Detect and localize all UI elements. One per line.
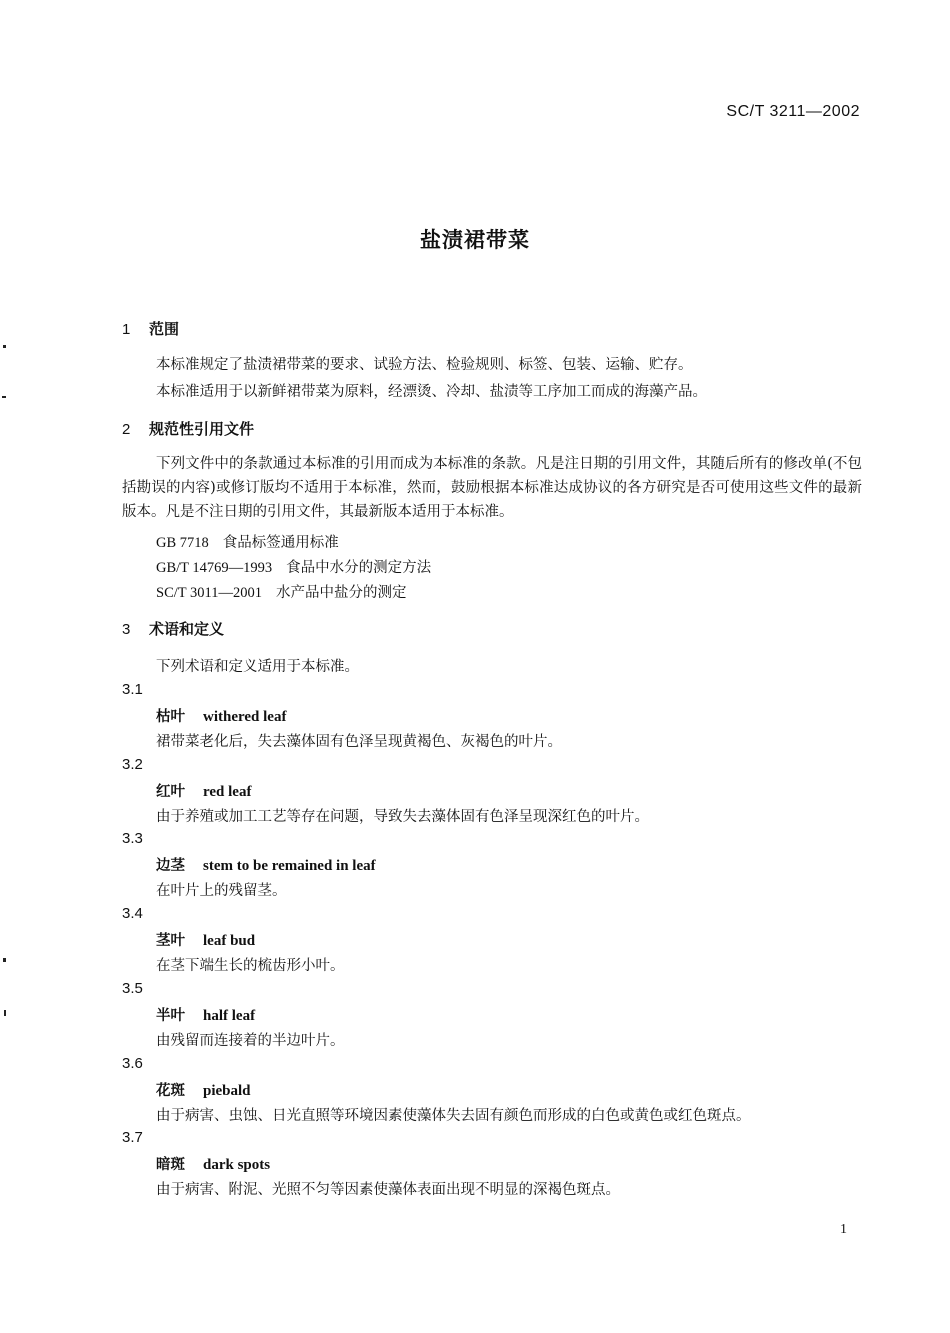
- reference-item: [156, 556, 431, 577]
- term-heading: [156, 1004, 255, 1025]
- term-number: 3.6: [122, 1055, 143, 1072]
- section-1-heading: [122, 318, 179, 339]
- section-number: 3: [122, 621, 131, 638]
- term-zh: 枯叶: [156, 709, 185, 725]
- term-zh: 边茎: [156, 858, 185, 874]
- term-zh: 花斑: [156, 1083, 185, 1099]
- reference-title: 食品中水分的测定方法: [286, 560, 432, 576]
- section-title: 术语和定义: [149, 620, 225, 638]
- term-zh: 茎叶: [156, 933, 185, 949]
- term-zh: 暗斑: [156, 1157, 185, 1173]
- page-title: 盐渍裙带菜: [420, 228, 530, 252]
- term-en: withered leaf: [203, 709, 287, 725]
- term-number: 3.5: [122, 980, 143, 997]
- term-heading: [156, 1153, 270, 1174]
- reference-item: [156, 581, 406, 602]
- section-1-line: 本标准适用于以新鲜裙带菜为原料，经漂烫、冷却、盐渍等工序加工而成的海藻产品。: [156, 384, 707, 400]
- reference-title: 食品标签通用标准: [222, 535, 339, 551]
- term-heading: [156, 705, 286, 726]
- section-1-line: 本标准规定了盐渍裙带菜的要求、试验方法、检验规则、标签、包装、运输、贮存。: [156, 357, 693, 373]
- section-2-heading: [122, 418, 254, 439]
- term-heading: [156, 929, 255, 950]
- reference-item: [156, 531, 339, 552]
- section-2-paragraph: 下列文件中的条款通过本标准的引用而成为本标准的条款。凡是注日期的引用文件，其随后所有的修改单(不包括勘误的内容)或修订版均不适用于本标准，然而，鼓励根据本标准达成协议的各方研究是否可使用这些文件的最新版本。凡是不注日期的引用文件，其最新版本适用于本标准。: [122, 456, 862, 520]
- term-number: 3.1: [122, 681, 143, 698]
- reference-code: SC/T 3011—2001: [156, 585, 262, 601]
- term-heading: [156, 780, 251, 801]
- section-number: 1: [122, 321, 131, 338]
- standard-code: SC/T 3211—2002: [726, 103, 860, 120]
- scan-mark: [3, 958, 6, 962]
- term-definition: 在叶片上的残留茎。: [156, 883, 287, 899]
- term-en: red leaf: [203, 784, 252, 800]
- page-number: 1: [840, 1222, 847, 1237]
- section-title: 范围: [149, 320, 180, 338]
- term-definition: 由于养殖或加工工艺等存在问题，导致失去藻体固有色泽呈现深红色的叶片。: [156, 809, 649, 825]
- scan-mark: [4, 1010, 6, 1016]
- section-3-intro: 下列术语和定义适用于本标准。: [156, 659, 359, 675]
- scan-mark: [2, 396, 6, 398]
- term-number: 3.4: [122, 905, 143, 922]
- term-en: half leaf: [203, 1008, 256, 1024]
- term-number: 3.7: [122, 1129, 143, 1146]
- term-definition: 裙带菜老化后，失去藻体固有色泽呈现黄褐色、灰褐色的叶片。: [156, 734, 562, 750]
- term-en: stem to be remained in leaf: [203, 858, 376, 874]
- scan-mark: [3, 345, 6, 348]
- term-zh: 半叶: [156, 1008, 185, 1024]
- term-definition: 由于病害、虫蚀、日光直照等环境因素使藻体失去固有颜色而形成的白色或黄色或红色斑点。: [156, 1108, 751, 1124]
- term-definition: 由残留而连接着的半边叶片。: [156, 1033, 345, 1049]
- reference-code: GB/T 14769—1993: [156, 560, 273, 576]
- term-number: 3.2: [122, 756, 143, 773]
- term-definition: 在茎下端生长的梳齿形小叶。: [156, 958, 345, 974]
- reference-title: 水产品中盐分的测定: [275, 585, 407, 601]
- section-3-heading: [122, 618, 224, 639]
- section-number: 2: [122, 421, 131, 438]
- term-number: 3.3: [122, 830, 143, 847]
- section-title: 规范性引用文件: [149, 420, 255, 438]
- term-heading: [156, 854, 376, 875]
- term-en: leaf bud: [203, 933, 256, 949]
- term-zh: 红叶: [156, 784, 185, 800]
- term-en: piebald: [203, 1083, 251, 1099]
- term-heading: [156, 1079, 251, 1100]
- term-definition: 由于病害、附泥、光照不匀等因素使藻体表面出现不明显的深褐色斑点。: [156, 1182, 620, 1198]
- reference-code: GB 7718: [156, 535, 209, 551]
- term-en: dark spots: [203, 1157, 271, 1173]
